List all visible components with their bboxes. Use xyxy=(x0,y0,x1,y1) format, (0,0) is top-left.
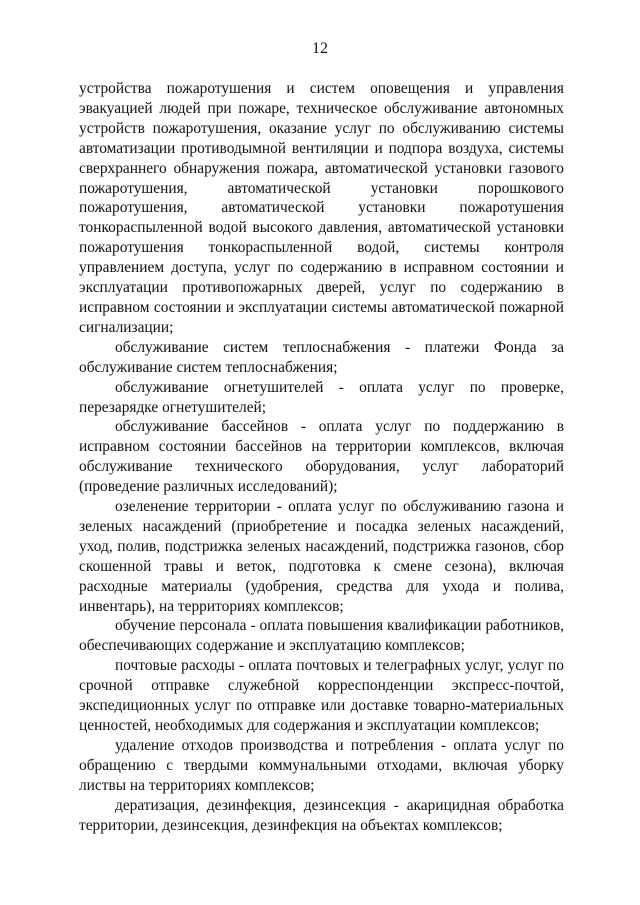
page-number: 12 xyxy=(312,40,328,57)
paragraph-heat-supply: обслуживание систем теплоснабжения - платежи Фонда за обслуживание систем теплоснабжения; xyxy=(79,338,564,376)
document-body xyxy=(79,79,564,835)
paragraph-pest-control: дератизация, дезинфекция, дезинсекция - акарицидная обработка территории, дезинсекция, дезинфекция на объектах комплексов; xyxy=(79,796,564,834)
paragraph-pools: обслуживание бассейнов - оплата услуг по поддержанию в исправном состоянии бассейнов на территории комплексов, включая обслуживание технического оборудования, услуг лабораторий (проведение различных исследований); xyxy=(79,418,564,496)
paragraph-landscaping: озеленение территории - оплата услуг по обслуживанию газона и зеленых насаждений (приобретение и посадка зеленых насаждений, уход, полив, подстрижка зеленых насаждений, подстрижка газонов, сбор скошенной травы и веток, подготовка к смене сезона), включая расходные материалы (удобрения, средства для ухода и полива, инвентарь), на территориях комплексов; xyxy=(79,498,564,615)
paragraph-staff-training: обучение персонала - оплата повышения квалификации работников, обеспечивающих содержание и эксплуатацию комплексов; xyxy=(79,617,564,655)
paragraph-fire-extinguishers: обслуживание огнетушителей - оплата услуг по проверке, перезарядке огнетушителей; xyxy=(79,378,564,416)
paragraph-fire-safety-continuation: устройства пожаротушения и систем оповещения и управления эвакуацией людей при пожаре, техническое обслуживание автономных устройств пожаротушения, оказание услуг по обслуживанию системы автоматизации противодымной вентиляции и подпора воздуха, системы сверхраннего обнаружения пожара, автоматической установки газового пожаротушения, автоматической установки порошкового пожаротушения, автоматической установки пожаротушения тонкораспыленной водой высокого давления, автоматической установки пожаротушения тонкораспыленной водой, системы контроля управлением доступа, услуг по содержанию в исправном состоянии и эксплуатации противопожарных дверей, услуг по содержанию в исправном состоянии и эксплуатации системы автоматической пожарной сигнализации; xyxy=(79,80,564,336)
paragraph-postal-expenses: почтовые расходы - оплата почтовых и телеграфных услуг, услуг по срочной отправке служебной корреспонденции экспресс-почтой, экспедиционных услуг по отправке или доставке товарно-материальных ценностей, необходимых для содержания и эксплуатации комплексов; xyxy=(79,657,564,734)
paragraph-waste-removal: удаление отходов производства и потребления - оплата услуг по обращению с твердыми коммунальными отходами, включая уборку листвы на территориях комплексов; xyxy=(79,736,564,794)
